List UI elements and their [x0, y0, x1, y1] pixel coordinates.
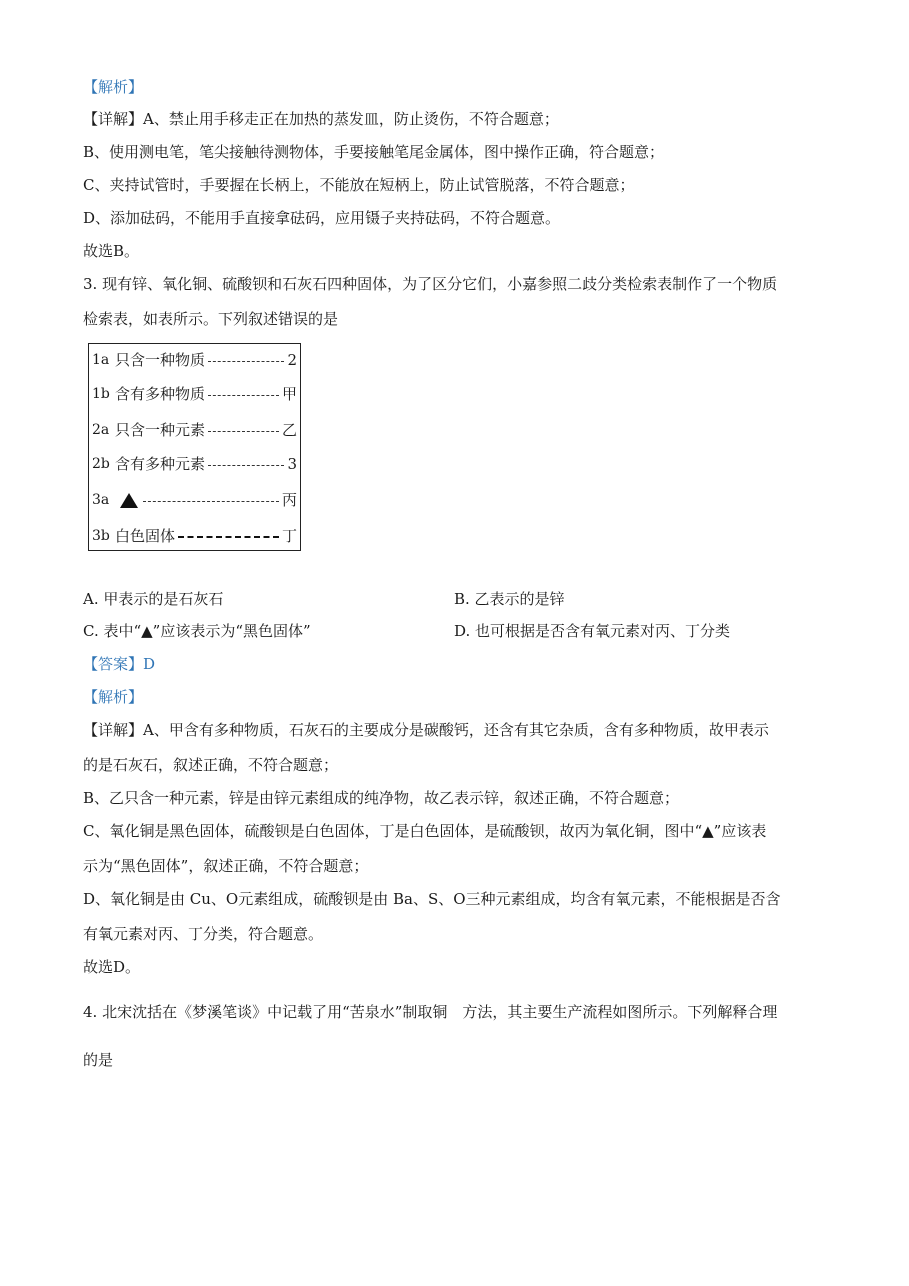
- key-row: [92, 419, 297, 441]
- q4-stem-line: 的是: [83, 1051, 114, 1069]
- key-leader-dots: [178, 536, 279, 538]
- q3-detail-line: B、乙只含一种元素，锌是由锌元素组成的纯净物，故乙表示锌，叙述正确，不符合题意；: [83, 789, 680, 807]
- key-result: 乙: [281, 421, 297, 439]
- key-leader-dots: [208, 361, 284, 362]
- key-row: [92, 383, 297, 405]
- option-d: D. 也可根据是否含有氧元素对丙、丁分类: [454, 622, 731, 640]
- option-a: A. 甲表示的是石灰石: [83, 590, 224, 608]
- key-row: [92, 453, 297, 475]
- key-result: 2: [287, 351, 297, 369]
- q3-detail-line: 的是石灰石，叙述正确，不符合题意；: [83, 756, 339, 774]
- q3-stem-line: 检索表，如表所示。下列叙述错误的是: [83, 310, 339, 328]
- option-b: B. 乙表示的是锌: [454, 590, 565, 608]
- q3-answer: [83, 654, 155, 674]
- key-code: 1b: [92, 386, 110, 402]
- q3-detail-line: C、氧化铜是黑色固体，硫酸钡是白色固体，丁是白色固体，是硫酸钡，故丙为氧化铜，图中“▲”应该表: [83, 822, 767, 840]
- key-leader-dots: [143, 501, 279, 502]
- q2-analysis-label: 【解析】: [83, 78, 144, 96]
- key-leader-dots: [208, 395, 279, 396]
- q3-detail-line: 示为“黑色固体”，叙述正确，不符合题意；: [83, 857, 369, 875]
- key-result: 3: [287, 455, 297, 473]
- key-result: 甲: [281, 385, 297, 403]
- q2-detail-line: B、使用测电笔，笔尖接触待测物体，手要接触笔尾金属体，图中操作正确，符合题意；: [83, 143, 665, 161]
- key-description: 含有多种元素: [115, 455, 206, 473]
- q3-stem-line: 3. 现有锌、氧化铜、硫酸钡和石灰石四种固体，为了区分它们，小嘉参照二歧分类检索表制作了一个物质: [83, 275, 778, 293]
- answer-label: 【答案】D: [83, 655, 156, 673]
- key-description: 只含一种物质: [115, 351, 206, 369]
- key-code: 3a: [92, 492, 110, 508]
- q2-detail-line: D、添加砝码，不能用手直接拿砝码，应用镊子夹持砝码，不符合题意。: [83, 209, 561, 227]
- dichotomous-key-table: [88, 343, 301, 551]
- q2-detail-line: C、夹持试管时，手要握在长柄上，不能放在短柄上，防止试管脱落，不符合题意；: [83, 176, 635, 194]
- q4-stem-line: 4. 北宋沈括在《梦溪笔谈》中记载了用“苦泉水”制取铜 方法，其主要生产流程如图所示。下列解释合理: [83, 1003, 778, 1021]
- q2-conclusion: 故选B。: [83, 242, 140, 260]
- key-leader-dots: [208, 431, 279, 432]
- q2-detail-line: 【详解】A、禁止用手移走正在加热的蒸发皿，防止烫伤，不符合题意；: [83, 110, 559, 128]
- key-result: 丙: [281, 491, 297, 509]
- option-c: C. 表中“▲”应该表示为“黑色固体”: [83, 622, 311, 640]
- key-row: [92, 525, 297, 547]
- key-code: 2a: [92, 422, 110, 438]
- key-code: 1a: [92, 352, 110, 368]
- key-row: [92, 349, 297, 371]
- key-code: 3b: [92, 528, 110, 544]
- q3-analysis-label: 【解析】: [83, 688, 144, 706]
- key-result: 丁: [281, 527, 297, 545]
- key-description: 只含一种元素: [115, 421, 206, 439]
- q3-detail-line: D、氧化铜是由 Cu、O元素组成，硫酸钡是由 Ba、S、O三种元素组成，均含有氧元素，不能根据是否含: [83, 890, 781, 908]
- q3-conclusion: 故选D。: [83, 958, 141, 976]
- key-row: [92, 489, 297, 511]
- key-description: 白色固体: [115, 527, 176, 545]
- key-description: 含有多种物质: [115, 385, 206, 403]
- key-code: 2b: [92, 456, 110, 472]
- q3-detail-line: 【详解】A、甲含有多种物质，石灰石的主要成分是碳酸钙，还含有其它杂质，含有多种物质，故甲表示: [83, 721, 769, 739]
- triangle-placeholder-icon: [120, 493, 138, 508]
- q3-detail-line: 有氧元素对丙、丁分类，符合题意。: [83, 925, 324, 943]
- key-leader-dots: [208, 465, 284, 466]
